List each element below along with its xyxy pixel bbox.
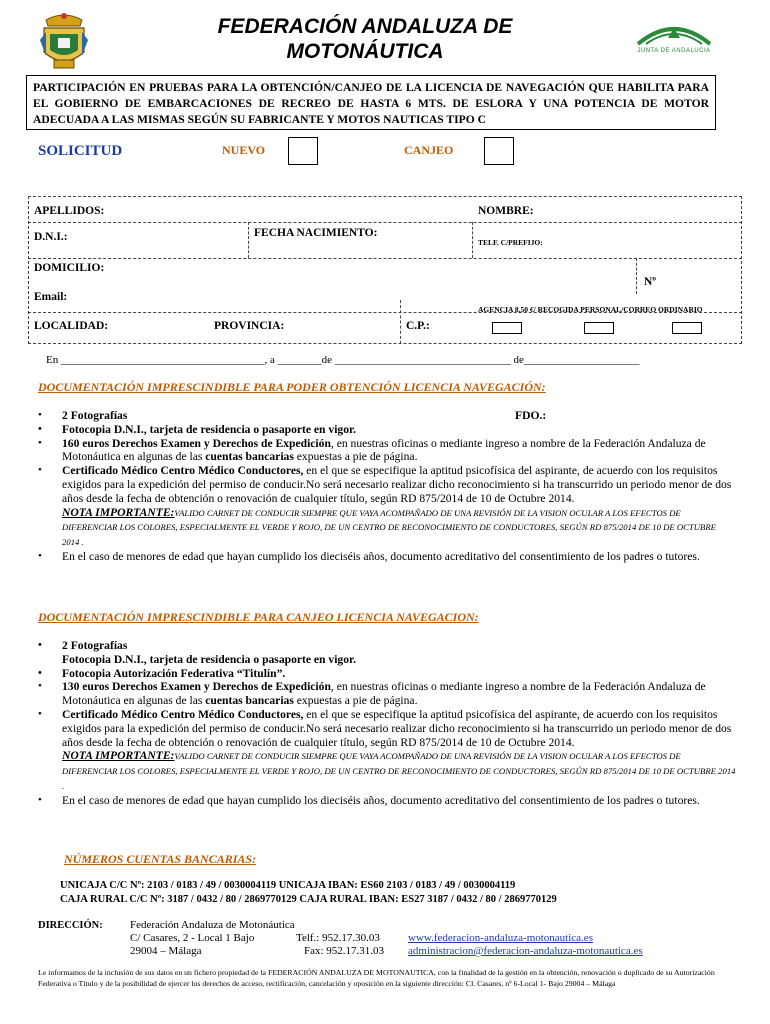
- section1-list: [38, 409, 732, 564]
- form-divider: [400, 300, 401, 344]
- province-field[interactable]: PROVINCIA:: [214, 320, 285, 332]
- medical-bold: Certificado Médico Centro Médico Conductores,: [62, 707, 304, 721]
- new-checkbox[interactable]: [288, 137, 318, 165]
- note-text: VALIDO CARNET DE CONDUCIR SIEMPRE QUE VAYA ACOMPAÑADO DE UNA REVISIÓN DE LA VISION OCULAR A LOS EFECTOS DE DIFERENCIAR LOS COLORES, ESPECIALMENTE EL VERDE Y ROJO, DE UN CENTRO DE RECONOCIMIENTO DE CONDUCTORES, SEGÚN RD 875/2014 DE 10 DE OCTUBRE 2014 .: [62, 507, 716, 548]
- form-divider: [636, 258, 637, 294]
- section1-heading: DOCUMENTACIÓN IMPRESCINDIBLE PARA PODER OBTENCIÓN LICENCIA NAVEGACIÓN:: [38, 380, 546, 394]
- title-line-2: MOTONÁUTICA: [286, 40, 444, 63]
- agency-checkbox[interactable]: [492, 322, 522, 334]
- fees-text: , en nuestras oficinas o mediante ingreso a nombre de la Federación Andaluza de Motonáutica en algunas de las: [62, 680, 706, 708]
- form-divider: [28, 222, 742, 223]
- list-item: [38, 409, 732, 423]
- list-item: [38, 680, 738, 708]
- medical-bold: Certificado Médico Centro Médico Conductores,: [62, 464, 304, 478]
- email-field[interactable]: Email:: [34, 291, 68, 303]
- medical-text: en el que se especifique la aptitud psicofísica del aspirante, de acuerdo con los requisitos exigidos para la expedición del permiso de conducir.No será necesario realizar dicho reconocimiento si ha transcurrido un periodo menor de dos años desde la fecha de obtención o renovación de cualquier título, según RD 875/2014 de 10 de Octubre 2014.: [62, 464, 732, 505]
- privacy-footer: Le informamos de la inclusión de sus datos en un fichero propiedad de la FEDERACIÓN ANDALUZA DE MOTONAUTICA, con la finalidad de la gestión en la obtención, renovación o duplicado de su Autorización Federativa o Título y de la posibilidad de ejercer los derechos de acceso, rectificación, cancelación y oposición en la siguiente dirección: Cl. Casares, nº 6-Local 1- Bajo 29004 – Málaga: [38, 968, 715, 988]
- list-item: • Fotocopia D.N.I., tarjeta de residencia o pasaporte en vigor.: [38, 423, 732, 437]
- federation-crest-logo: [36, 10, 92, 72]
- phone-field[interactable]: TELF. C/PREFIJO:: [478, 238, 543, 247]
- note-label: NOTA IMPORTANTE:: [62, 749, 175, 763]
- address-org: Federación Andaluza de Motonáutica: [130, 919, 295, 931]
- photos-text: 2 Fotografías: [62, 639, 128, 652]
- dni-field[interactable]: D.N.I.:: [34, 231, 68, 243]
- address-phone: Telf.: 952.17.30.03: [296, 932, 380, 944]
- list-item: • Fotocopia Autorización Federativa “Titulín”.: [38, 667, 738, 681]
- form-divider: [28, 258, 742, 259]
- applicant-form: [28, 196, 742, 344]
- fees-bold: 160 euros Derechos Examen y Derechos de Expedición: [62, 436, 331, 450]
- bank-line-unicaja: UNICAJA C/C Nº: 2103 / 0183 / 49 / 0030004119 UNICAJA IBAN: ES60 2103 / 0183 / 49 / 0030004119: [60, 880, 516, 891]
- postcode-field[interactable]: C.P.:: [406, 320, 430, 332]
- birth-date-field[interactable]: FECHA NACIMIENTO:: [254, 227, 378, 239]
- place-date-line[interactable]: En _____________________________________, a ________de ________________________________ de_____________________: [46, 354, 640, 366]
- email-link[interactable]: administracion@federacion-andaluza-motonautica.es: [408, 945, 643, 957]
- fees-end: expuestas a pie de página.: [293, 694, 418, 708]
- note-text: VALIDO CARNET DE CONDUCIR SIEMPRE QUE VAYA ACOMPAÑADO DE UNA REVISIÓN DE LA VISION OCULAR A LOS EFECTOS DE DIFERENCIAR LOS COLORES, ESPECIALMENTE EL VERDE Y ROJO, DE UN CENTRO DE RECONOCIMIENTO DE CONDUCTORES, SEGÚN RD 875/2014 DE 10 DE OCTUBRE 2014 .: [62, 751, 736, 791]
- list-item: [38, 639, 738, 667]
- section2-heading: DOCUMENTACIÓN IMPRESCINDIBLE PARA CANJEO LICENCIA NAVEGACION:: [38, 610, 479, 624]
- bank-accounts-ref: cuentas bancarias: [205, 450, 294, 464]
- bank-line-caja-rural: CAJA RURAL C/C Nº: 3187 / 0432 / 80 / 2869770129 CAJA RURAL IBAN: ES27 3187 / 0432 / 80 / 2869770129: [60, 894, 557, 905]
- list-item: [38, 437, 732, 465]
- page-title: [180, 14, 550, 64]
- photos-text: 2 Fotografías: [62, 409, 128, 422]
- list-item: [38, 708, 738, 794]
- name-field[interactable]: NOMBRE:: [478, 205, 534, 217]
- id-copy-text: Fotocopia D.N.I., tarjeta de residencia o pasaporte en vigor.: [62, 652, 356, 666]
- list-item: • En el caso de menores de edad que hayan cumplido los dieciséis años, documento acreditativo del consentimiento de los padres o tutores.: [38, 550, 732, 564]
- address-field[interactable]: DOMICILIO:: [34, 262, 105, 274]
- number-field[interactable]: Nº: [644, 276, 657, 288]
- personal-pickup-checkbox[interactable]: [584, 322, 614, 334]
- note-label: NOTA IMPORTANTE:: [62, 505, 175, 519]
- intro-box: PARTICIPACIÓN EN PRUEBAS PARA LA OBTENCIÓN/CANJEO DE LA LICENCIA DE NAVEGACIÓN QUE HABILITA PARA EL GOBIERNO DE EMBARCACIONES DE RECREO DE HASTA 6 MTS. DE ESLORA Y UNA POTENCIA DE MOTOR ADECUADA A LAS MISMAS SEGÚN SU FABRICANTE Y MOTOS NAUTICAS TIPO C: [26, 75, 716, 130]
- fees-bold: 130 euros Derechos Examen y Derechos de Expedición: [62, 680, 331, 694]
- list-item: • En el caso de menores de edad que hayan cumplido los dieciséis años, documento acreditativo del consentimiento de los padres o tutores.: [38, 794, 738, 808]
- address-city: 29004 – Málaga: [130, 945, 202, 957]
- website-link[interactable]: www.federacion-andaluza-motonautica.es: [408, 932, 593, 944]
- address-street: C/ Casares, 2 - Local 1 Bajo: [130, 932, 255, 944]
- junta-andalucia-logo: [632, 20, 716, 64]
- agency-options-label: AGENCIA 8,50 €/ RECOGIDA PERSONAL/CORREO ORDINARIO: [478, 305, 703, 314]
- fees-text: , en nuestras oficinas o mediante ingreso a nombre de la Federación Andaluza de Motonáutica en algunas de las: [62, 436, 706, 464]
- title-line-1: FEDERACIÓN ANDALUZA DE: [217, 15, 513, 38]
- section2-list: [38, 639, 738, 808]
- address-fax: Fax: 952.17.31.03: [304, 945, 385, 957]
- list-item: [38, 464, 732, 550]
- junta-caption: JUNTA DE ANDALUCIA: [637, 48, 711, 54]
- request-label: SOLICITUD: [38, 143, 123, 159]
- exchange-option-label: CANJEO: [404, 143, 454, 157]
- form-divider: [472, 222, 473, 258]
- fees-end: expuestas a pie de página.: [293, 450, 418, 464]
- ordinary-mail-checkbox[interactable]: [672, 322, 702, 334]
- form-divider: [248, 222, 249, 258]
- new-option-label: NUEVO: [222, 143, 266, 157]
- address-label: DIRECCIÓN:: [38, 920, 103, 931]
- surnames-field[interactable]: APELLIDOS:: [34, 205, 105, 217]
- medical-text: en el que se especifique la aptitud psicofísica del aspirante, de acuerdo con los requisitos exigidos para la expedición del permiso de conducir.No será necesario realizar dicho reconocimiento si ha transcurrido un periodo menor de dos años desde la fecha de obtención o renovación de cualquier título, según RD 875/2014 de 10 de Octubre 2014.: [62, 707, 732, 749]
- bank-accounts-ref: cuentas bancarias: [205, 694, 294, 708]
- exchange-checkbox[interactable]: [484, 137, 514, 165]
- locality-field[interactable]: LOCALIDAD:: [34, 320, 109, 332]
- signature-label: FDO.:: [515, 409, 547, 422]
- bank-heading: NÚMEROS CUENTAS BANCARIAS:: [64, 852, 257, 866]
